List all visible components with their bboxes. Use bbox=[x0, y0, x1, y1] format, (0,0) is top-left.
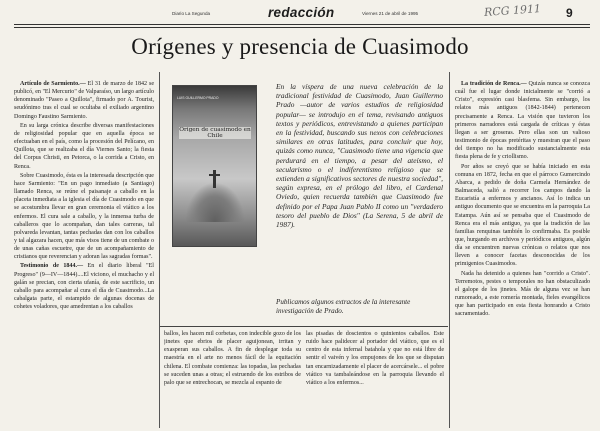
subhead: Testimonio de 1844.— bbox=[20, 263, 84, 270]
column-divider bbox=[159, 72, 160, 428]
paragraph: las pisadas de doscientos o quinientos caballos. Este ruido hace palidecer al portador del viático, que es el centro de esta infernal batahola y que no está libre de sentir el vaivén y los empujones de los que se disputan tan encarnizadamente el placer de acercársele... el pobre viático va tambaleándose en la parroquia llevando el viático a los enfermos... bbox=[306, 331, 444, 386]
subhead: La tradición de Renca.— bbox=[461, 81, 527, 87]
archive-note: RCG 1911 bbox=[483, 2, 542, 19]
headline: Orígenes y presencia de Cuasimodo bbox=[131, 34, 469, 59]
header-rule-thin bbox=[14, 27, 590, 28]
cover-author: LUIS GUILLERMO PRADO bbox=[177, 96, 219, 100]
article-column-1 bbox=[14, 80, 154, 430]
paragraph: ballos, les hacen mil corbetas, con indecible gozo de los jinetes que ebrios de placer aguijonean, irritan y exasperan sus caballos. A fin de desplegar toda su maestría en el arte no menos fácil de la equitación chilena. El combate comienza: las topadas, las pechadas se suceden unas a otras; el estruendo de los estribos de palo que se entrechocan, se mezcla al espanto de bbox=[164, 331, 301, 386]
cover-title: Origen de cuasimodo en Chile bbox=[179, 127, 251, 139]
section-title: redacción bbox=[268, 5, 335, 20]
subhead: Artículo de Sarmiento.— bbox=[20, 81, 86, 87]
article-column-4 bbox=[455, 80, 590, 430]
paragraph: Sobre Cuasimodo, ésta es la interesada descripción que hace Sarmiento: "En un pago inmediato (a Santiago) llamado Renca, se reúne el paisanaje a caballo en la placeta inmediata a la iglesia el día de Cuasimodo en que se acostumbra llevar en gran ceremonia el viático a los enfermos. El cura sale a caballo, y la inmensa turba de caballeros que lo acompañan, dan tales carreras, tal polvareda levantan, tantas pechadas dan con los caballos y tal algazara hacen, que más visos tiene de un combate o de unas cañas escuetre, que de un acompañamiento de cristianos que reverencian y adoran las sagradas formas". bbox=[14, 172, 154, 261]
article-column-3 bbox=[306, 330, 444, 430]
article-intro: En la víspera de una nueva celebración de la tradicional festividad de Cuasimodo, Juan Guillermo Prado —autor de varios estudios de religiosidad popular— se introdujo en el tema, revisando antiguos textos y periódicos, entrevistando a quienes participan en la festividad, buscando sus nexos con celebraciones similares en otras latitudes, para concluir que hoy, quizás como nunca, "Cuasimodo tiene una vigencia que perdurará en el tiempo, a pesar del ateísmo, el secularismo o el indiferentismo religioso que se extienden a significativos sectores de nuestra sociedad", según expresa, en el prólogo del libro, el Cardenal Oviedo, quien recuerda también que Cuasimodo fue definido por el Papa Juan Pablo II como un "verdadero tesoro del pueblo de Dios" (La Serena, 5 de abril de 1987). bbox=[276, 82, 443, 230]
intro-divider bbox=[160, 326, 448, 327]
paragraph: Artículo de Sarmiento.— El 31 de marzo de 1842 se publicó, en "El Mercurio" de Valparaíso, un largo artículo denominado "Paseo a Quillota", firmado por A. Tourist, seudónimo tras el cual se ocultaba el exiliado argentino Domingo Faustino Sarmiento. bbox=[14, 81, 154, 120]
paragraph: En su larga crónica describe diversas manifestaciones de religiosidad popular que en aquella época se efectuaban en el país, como la procesión del Pelícano, en Quillota, que se realizaba el día Viernes Santo; la fiesta del Corpus Christi, en Petorca, o la corrida a Cristo, en Renca. bbox=[14, 122, 154, 170]
paragraph: La tradición de Renca.— Quizás nunca se conozca cuál fue el lugar donde inicialmente se "corrió a Cristo", expresión casi blasfema. Sin embargo, los relatos más antiguos (1842-1844) pertenecen precisamente a Renca. La visión que tuvieron los primeros narradores está cargada de críticas y éstas llegan a ser groseras. Pero ellas son un valioso testimonio de épocas pretéritas y muestran que el paso del tiempo no ha modificado sustancialmente esta fiesta plena de fe y criollismo. bbox=[455, 81, 590, 161]
paragraph: Por años se creyó que se había iniciado en esta comuna en 1872, fecha en que el párroco Gumercindo Abarca, a pedido de doña Carmela Hernández de Balmaceda, salió a recorrer los campos dando la Eucaristía a enfermos y ancianos. Así lo indica un antiguo documento que se encuentra en la parroquia La Estampa. Aún así se pensaba que el Cuasimodo de Renca era el más antiguo, ya que la tradición de las familias renquinas también lo confirmaba. Es posible que, hurgando en archivos y periódicos antiguos, algún día se encuentren nuevas crónicas o relatos que nos lleven a conocer facetas desconocidas de los primigenios Cuasimodos. bbox=[455, 163, 590, 268]
article-column-2 bbox=[164, 330, 301, 430]
cover-hill bbox=[185, 182, 245, 222]
column-divider bbox=[449, 72, 450, 428]
article-intro-note: Publicamos algunos extractos de la interesante investigación de Prado. bbox=[276, 298, 411, 316]
book-cover-photo bbox=[172, 85, 257, 247]
paragraph: Testimonio de 1844.— En el diario liberal "El Progreso" (9—IV—1844)....El viciono, el muchacho y el galán se precian, con cierta ufanía, de este sacrificio, un caballo para acompañar al cura el día de Cuasimodo...La cabalgata parte, el estampido de algunas docenas de cohetes voladores, que amedrentan a los caballos bbox=[14, 263, 154, 311]
header-rule bbox=[14, 24, 590, 25]
page-number: 9 bbox=[566, 6, 573, 20]
paragraph: Nada ha detenido a quienes han "corrido a Cristo". Terremotos, pestes o temporales no han obstaculizado el galope de los jinetes. Más de alguna vez se han rumoreado, a este romería montada, fieles evangélicos que han participado en esta fiesta honrando a Cristo sacramentado. bbox=[455, 270, 590, 318]
paper-name: Diario La Segunda bbox=[172, 11, 211, 16]
cover-cross bbox=[213, 170, 216, 188]
issue-date: Viernes 21 de abril de 1995 bbox=[362, 11, 419, 16]
